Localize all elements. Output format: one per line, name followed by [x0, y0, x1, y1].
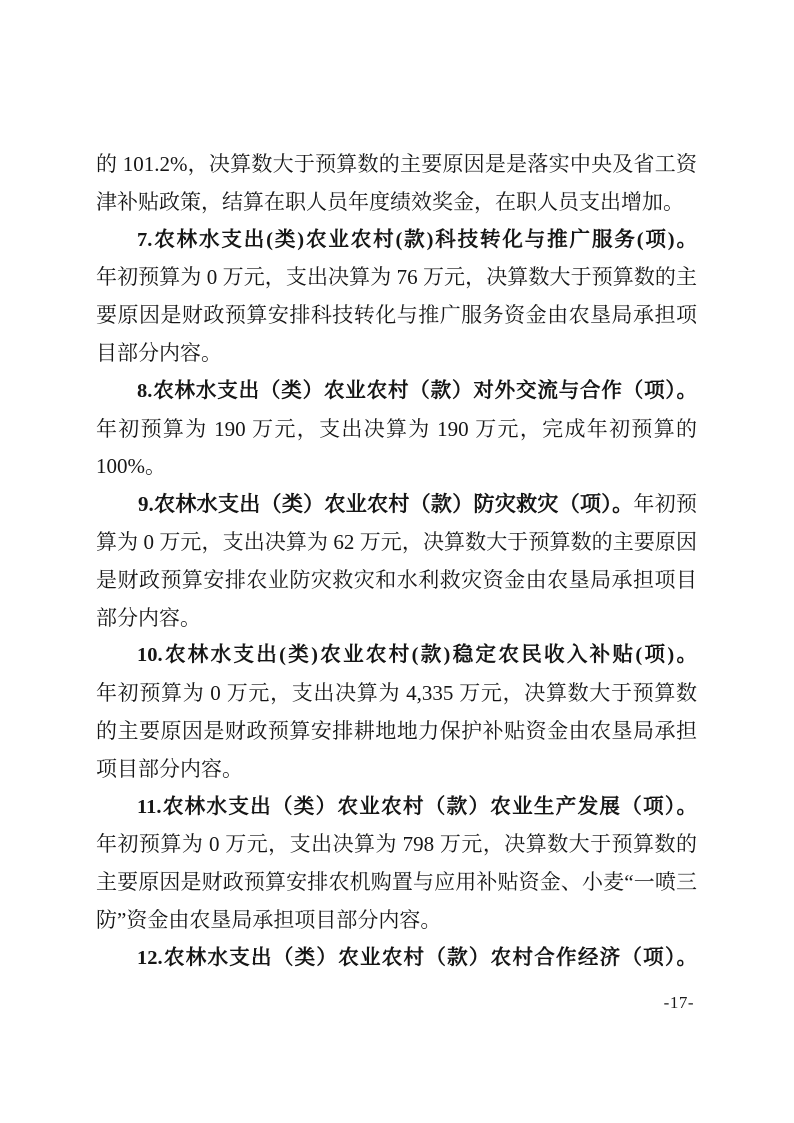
section-7-body: 年初预算为 0 万元，支出决算为 76 万元，决算数大于预算数的主要原因是财政预算安排科技转化与推广服务资金由农垦局承担项目部分内容。: [96, 265, 697, 365]
section-11-heading: 11.农林水支出（类）农业农村（款）农业生产发展（项）。: [137, 795, 697, 818]
section-8-body: 年初预算为 190 万元，支出决算为 190 万元，完成年初预算的 100%。: [96, 416, 697, 479]
section-10-body: 年初预算为 0 万元，支出决算为 4,335 万元，决算数大于预算数的主要原因是财政预算安排耕地地力保护补贴资金由农垦局承担项目部分内容。: [96, 681, 697, 781]
section-9: [96, 486, 697, 637]
section-9-heading: 9.农林水支出（类）农业农村（款）防灾救灾（项）。: [138, 492, 634, 517]
page-number: -17-: [663, 993, 694, 1012]
section-12: [96, 940, 697, 978]
section-11: [96, 789, 697, 940]
section-7: [96, 222, 697, 373]
section-8-heading: 8.农林水支出（类）农业农村（款）对外交流与合作（项）。: [137, 379, 697, 402]
section-9-body: 年初预算为 0 万元，支出决算为 62 万元，决算数大于预算数的主要原因是财政预算安排农业防灾救灾和水利救灾资金由农垦局承担项目部分内容。: [96, 492, 698, 630]
section-7-heading: 7.农林水支出(类)农业农村(款)科技转化与推广服务(项)。: [137, 228, 697, 251]
section-8: [96, 373, 697, 486]
section-11-body: 年初预算为 0 万元，支出决算为 798 万元，决算数大于预算数的主要原因是财政预算安排农机购置与应用补贴资金、小麦“一喷三防”资金由农垦局承担项目部分内容。: [96, 832, 697, 932]
section-10: [96, 637, 697, 788]
section-12-heading: 12.农林水支出（类）农业农村（款）农村合作经济（项）。: [137, 946, 697, 969]
paragraph-continuation: 的 101.2%，决算数大于预算数的主要原因是是落实中央及省工资津补贴政策，结算在职人员年度绩效奖金，在职人员支出增加。: [96, 152, 697, 214]
section-10-heading: 10.农林水支出(类)农业农村(款)稳定农民收入补贴(项)。: [137, 644, 697, 667]
